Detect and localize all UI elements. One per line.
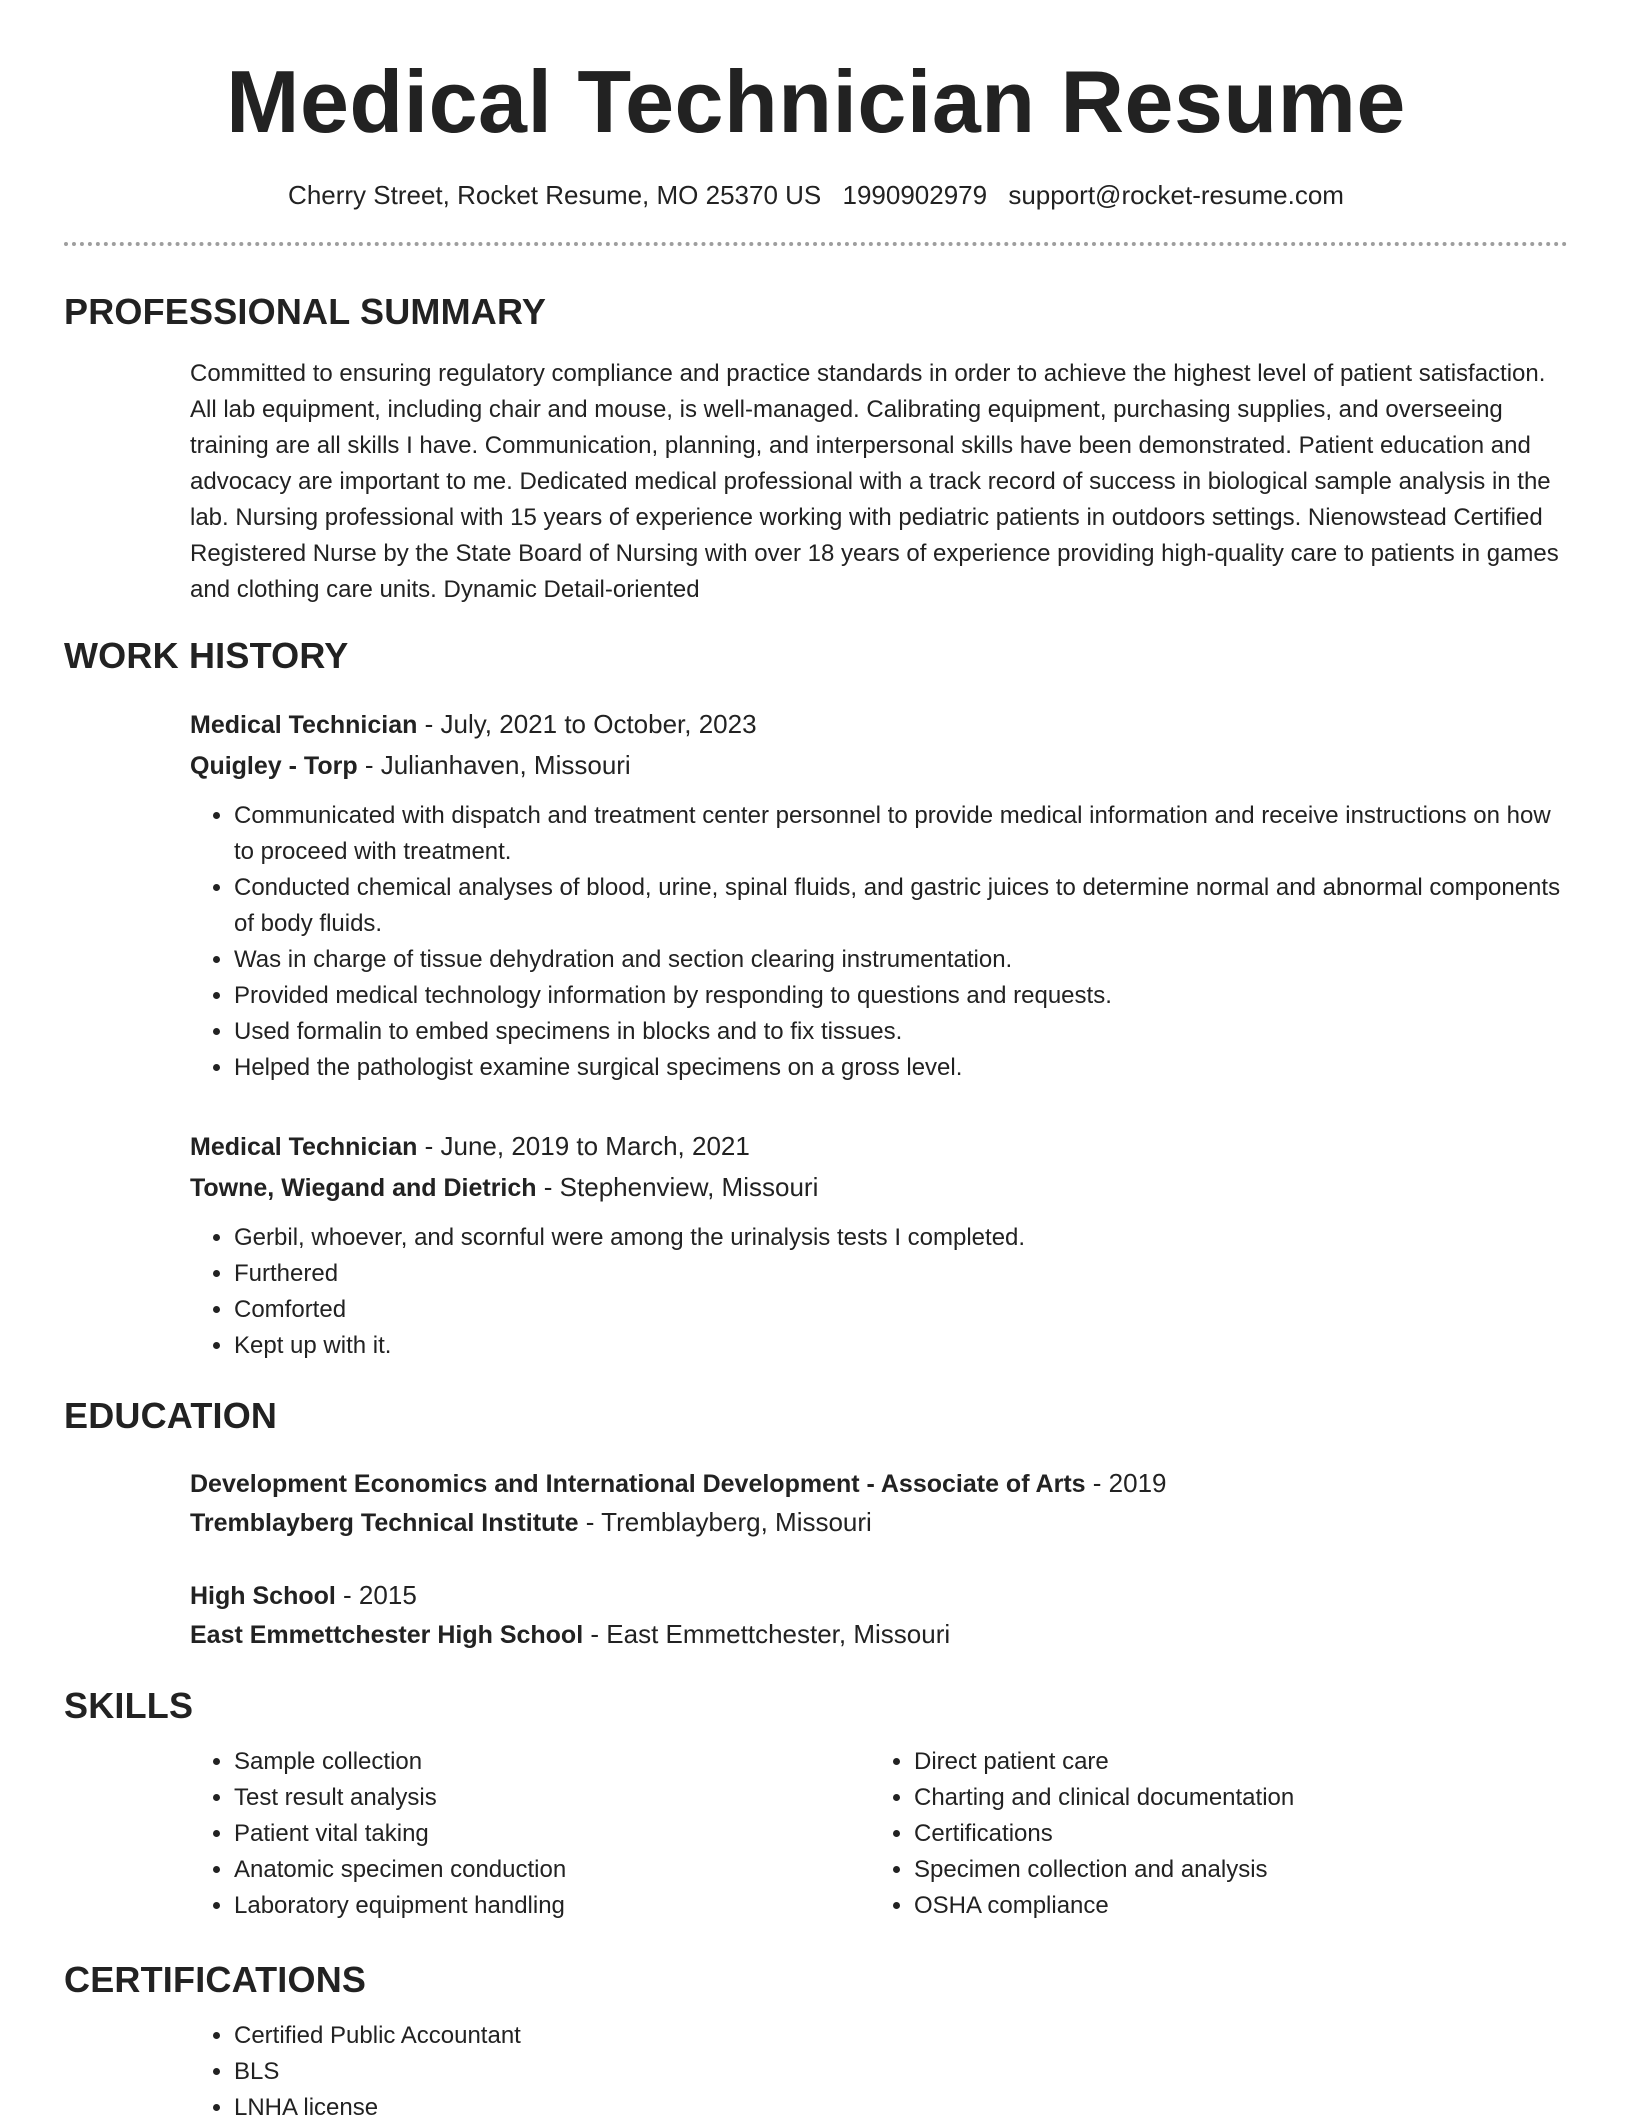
work-history-section <box>64 634 1568 1364</box>
job-bullet: • Conducted chemical analyses of blood, urine, spinal fluids, and gastric juices to determine normal and abnormal components of body fluids. <box>234 870 1568 942</box>
job-bullet: • Comforted <box>234 1292 1568 1328</box>
skills-list-left <box>190 1744 870 1924</box>
education-school-line <box>190 1615 1568 1654</box>
certifications-section <box>64 1958 1568 2126</box>
education-degree: Development Economics and International Development - Associate of Arts <box>190 1470 1086 1498</box>
job-bullet: • Communicated with dispatch and treatment center personnel to provide medical information and receive instructions on how to proceed with treatment. <box>234 798 1568 870</box>
skill-item: • Test result analysis <box>234 1780 870 1816</box>
skill-item: • Direct patient care <box>914 1744 1550 1780</box>
education-section <box>64 1394 1568 1654</box>
summary-section <box>64 290 1568 608</box>
certifications-body <box>190 2018 1568 2126</box>
job-bullet-list <box>190 1220 1568 1364</box>
job-title: Medical Technician <box>190 711 418 739</box>
job-entry <box>190 1126 1568 1364</box>
skills-heading: SKILLS <box>64 1685 194 1726</box>
education-school: Tremblayberg Technical Institute <box>190 1509 579 1537</box>
job-company: Quigley - Torp <box>190 752 358 780</box>
skill-item: • Charting and clinical documentation <box>914 1780 1550 1816</box>
job-company: Towne, Wiegand and Dietrich <box>190 1174 537 1202</box>
contact-address: Cherry Street, Rocket Resume, MO 25370 US <box>288 180 822 210</box>
job-title-line <box>190 704 1568 745</box>
education-location: - Tremblayberg, Missouri <box>578 1507 872 1537</box>
certifications-heading: CERTIFICATIONS <box>64 1959 367 2000</box>
skill-item: • Laboratory equipment handling <box>234 1888 870 1924</box>
education-degree-line <box>190 1464 1568 1503</box>
education-location: - East Emmettchester, Missouri <box>583 1619 951 1649</box>
skills-section <box>64 1684 1568 1924</box>
work-history-heading: WORK HISTORY <box>64 635 349 676</box>
job-title-line <box>190 1126 1568 1167</box>
education-year: - 2019 <box>1085 1468 1167 1498</box>
job-location: - Julianhaven, Missouri <box>357 750 631 780</box>
job-company-line <box>190 745 1568 786</box>
skill-item: • Patient vital taking <box>234 1816 870 1852</box>
education-degree-line <box>190 1576 1568 1615</box>
job-bullet: • Used formalin to embed specimens in blocks and to fix tissues. <box>234 1014 1568 1050</box>
education-year: - 2015 <box>335 1580 417 1610</box>
certification-item: • LNHA license <box>234 2090 1568 2126</box>
skill-item: • Sample collection <box>234 1744 870 1780</box>
education-degree: High School <box>190 1582 336 1610</box>
job-dates: - July, 2021 to October, 2023 <box>417 709 757 739</box>
education-school-line <box>190 1503 1568 1542</box>
certification-item: • BLS <box>234 2054 1568 2090</box>
summary-text: Committed to ensuring regulatory compliance and practice standards in order to achieve the highest level of patient satisfaction. All lab equipment, including chair and mouse, is well-managed. Calibrating equipment, purchasing supplies, and overseeing training are all skills I have. Communication, planning, and interpersonal skills have been demonstrated. Patient education and advocacy are important to me. Dedicated medical professional with a track record of success in biological sample analysis in the lab. Nursing professional with 15 years of experience working with pediatric patients in outdoors settings. Nienowstead Certified Registered Nurse by the State Board of Nursing with over 18 years of experience providing high-quality care to patients in games and clothing care units. Dynamic Detail-oriented <box>190 360 1559 603</box>
education-school: East Emmettchester High School <box>190 1621 584 1649</box>
skills-list-right <box>870 1744 1550 1924</box>
skills-grid <box>190 1744 1568 1924</box>
job-bullet: • Provided medical technology information by responding to questions and requests. <box>234 978 1568 1014</box>
job-entry <box>190 704 1568 1086</box>
job-title: Medical Technician <box>190 1133 418 1161</box>
education-heading: EDUCATION <box>64 1395 278 1436</box>
resume-title: Medical Technician Resume <box>226 52 1406 151</box>
contact-email: support@rocket-resume.com <box>1008 180 1344 210</box>
contact-phone: 1990902979 <box>842 180 988 210</box>
contact-line <box>64 178 1568 212</box>
job-bullet: • Kept up with it. <box>234 1328 1568 1364</box>
job-bullet: • Gerbil, whoever, and scornful were among the urinalysis tests I completed. <box>234 1220 1568 1256</box>
skill-item: • OSHA compliance <box>914 1888 1550 1924</box>
certification-item: • Certified Public Accountant <box>234 2018 1568 2054</box>
skill-item: • Anatomic specimen conduction <box>234 1852 870 1888</box>
summary-heading: PROFESSIONAL SUMMARY <box>64 291 547 332</box>
job-bullet: • Was in charge of tissue dehydration and section clearing instrumentation. <box>234 942 1568 978</box>
job-location: - Stephenview, Missouri <box>536 1172 819 1202</box>
job-bullet: • Furthered <box>234 1256 1568 1292</box>
header-divider <box>64 242 1568 246</box>
certifications-list <box>190 2018 1568 2126</box>
job-bullet-list <box>190 798 1568 1086</box>
job-dates: - June, 2019 to March, 2021 <box>417 1131 750 1161</box>
skill-item: • Certifications <box>914 1816 1550 1852</box>
job-bullet: • Helped the pathologist examine surgical specimens on a gross level. <box>234 1050 1568 1086</box>
education-entry <box>190 1464 1568 1542</box>
skill-item: • Specimen collection and analysis <box>914 1852 1550 1888</box>
job-company-line <box>190 1167 1568 1208</box>
education-entry <box>190 1576 1568 1654</box>
